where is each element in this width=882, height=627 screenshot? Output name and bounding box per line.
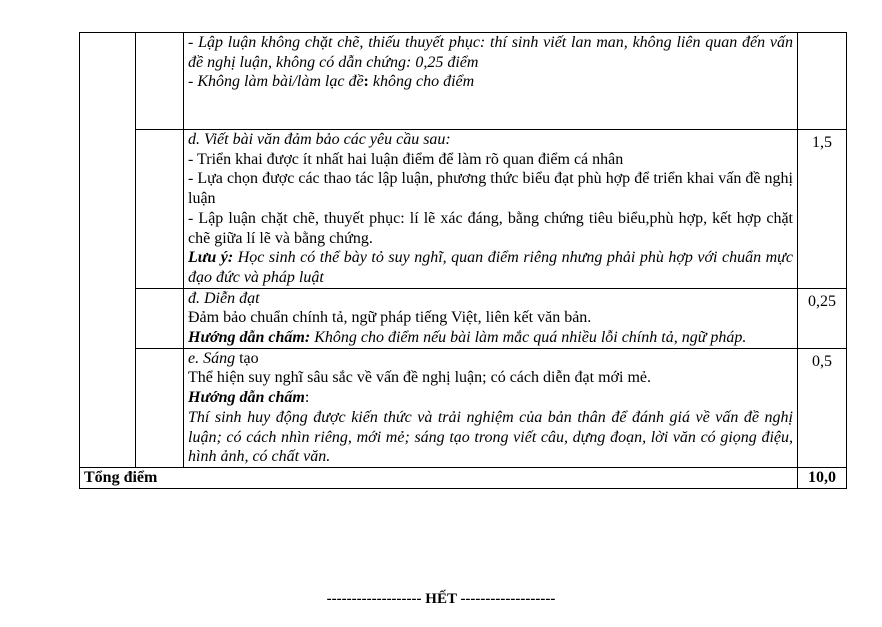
criteria-text: Đảm bảo chuẩn chính tả, ngữ pháp tiếng Việt, liên kết văn bản. [188,309,592,327]
score-cell: 0,25 [798,288,847,348]
criteria-line [188,349,793,369]
criteria-text: - Lựa chọn được các thao tác lập luận, phương thức biểu đạt phù hợp để triển khai vấn đề nghị luận [188,170,793,208]
score-cell [798,33,847,130]
criteria-text: Hướng dẫn chấm: [188,329,311,347]
total-row [80,467,847,488]
table-row [80,33,847,130]
criteria-line [188,130,793,150]
table-row [80,348,847,467]
criteria-cell [184,130,798,289]
criteria-cell [184,288,798,348]
criteria-line [188,368,793,388]
criteria-text: Lưu ý: [188,249,234,267]
section-cell [80,33,136,468]
score-cell: 1,5 [798,130,847,289]
criteria-line [188,209,793,248]
criteria-text: không cho điểm [372,73,475,91]
score-cell: 0,5 [798,348,847,467]
total-label: Tổng điểm [80,467,798,488]
criteria-text: e. Sáng [188,349,236,367]
criteria-line [188,328,793,348]
criteria-text: : [304,389,310,407]
table-row [80,288,847,348]
criteria-text: Không cho điểm nếu bài làm mắc quá nhiều lỗi chính tả, ngữ pháp. [310,329,747,347]
criteria-line [188,408,793,467]
table-row [80,130,847,289]
end-marker: ------------------- HẾT ------------------- [326,591,556,607]
subsection-cell [136,348,184,467]
criteria-cell [184,348,798,467]
criteria-line [188,248,793,287]
subsection-cell [136,288,184,348]
criteria-text: - Lập luận không chặt chẽ, thiếu thuyết phục: thí sinh viết lan man, không liên quan đến vấn đề nghị luận, không có dẫn chứng: 0,25 điểm [188,34,793,71]
total-score: 10,0 [798,467,847,488]
grading-table [79,32,847,489]
subsection-cell [136,33,184,130]
criteria-text: - Triển khai được ít nhất hai luận điểm để làm rõ quan điểm cá nhân [188,150,624,168]
criteria-text: đ. Diễn đạt [188,289,260,307]
criteria-line [188,72,793,92]
criteria-text: tạo [235,349,259,367]
criteria-line [188,169,793,208]
criteria-text: d. Viết bài văn đảm bảo các yêu cầu sau: [188,131,451,148]
criteria-text: : [363,73,373,91]
criteria-line [188,388,793,408]
criteria-line [188,33,793,72]
criteria-text: Thể hiện suy nghĩ sâu sắc về vấn đề nghị luận; có cách diễn đạt mới mẻ. [188,369,651,387]
criteria-cell [184,33,798,130]
criteria-text: Thí sinh huy động được kiến thức và trải nghiệm của bản thân để đánh giá về vấn đề nghị luận; có cách nhìn riêng, mới mẻ; sáng tạo trong viết câu, dựng đoạn, lời văn có giọng điệu, hình ảnh, có chất văn. [188,408,793,466]
criteria-text: Học sinh có thể bày tỏ suy nghĩ, quan điểm riêng nhưng phải phù hợp với chuẩn mực đạo đức và pháp luật [188,249,794,286]
grading-table-body [80,33,847,489]
criteria-line [188,150,793,170]
criteria-line [188,289,793,309]
subsection-cell [136,130,184,289]
criteria-text: - Lập luận chặt chẽ, thuyết phục: lí lẽ xác đáng, bằng chứng tiêu biểu,phù hợp, kết hợp chặt chẽ giữa lí lẽ và bằng chứng. [188,209,793,247]
criteria-line [188,308,793,328]
criteria-text: Hướng dẫn chấm [188,389,305,407]
criteria-text: - Không làm bài/làm lạc đề [188,73,364,91]
